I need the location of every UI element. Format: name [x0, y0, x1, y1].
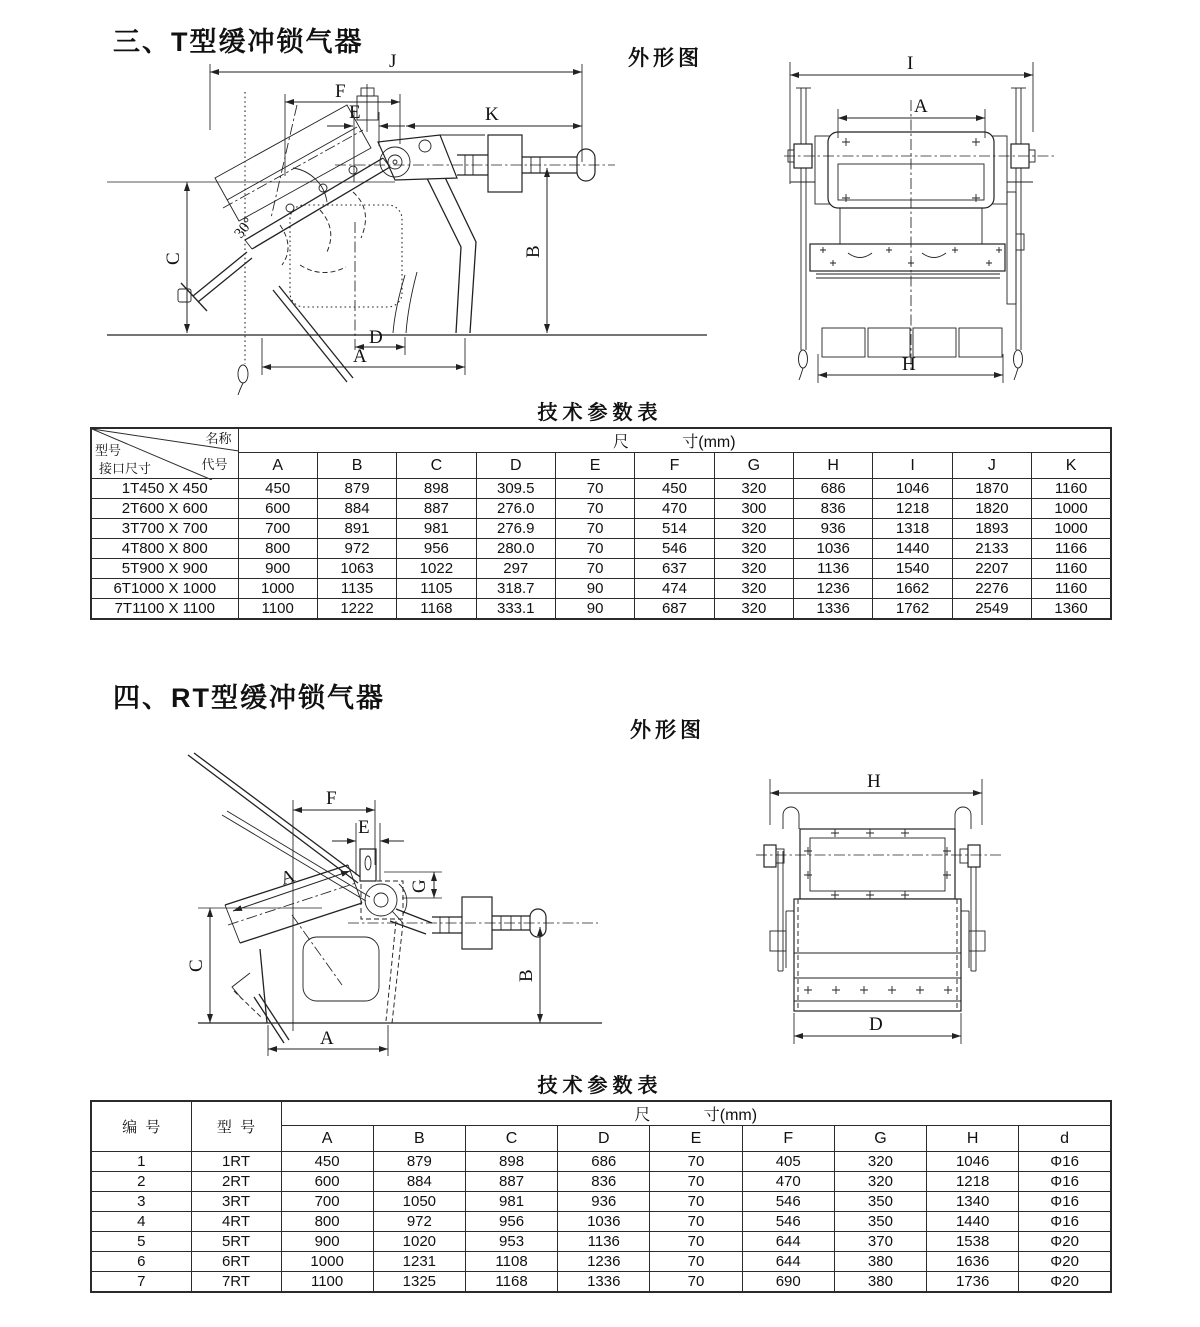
table-cell: 884	[317, 499, 396, 519]
table-cell: 1105	[397, 579, 476, 599]
table-row	[91, 539, 1111, 559]
dim-label-d: D	[369, 327, 383, 348]
col-header-E: E	[650, 1126, 742, 1152]
col-header-G: G	[834, 1126, 926, 1152]
row-label-cell: 5	[91, 1232, 191, 1252]
table-cell: 70	[650, 1172, 742, 1192]
table-cell: 898	[465, 1152, 557, 1172]
table-cell: 350	[834, 1212, 926, 1232]
table-cell: 1160	[1032, 559, 1111, 579]
section-t-title: 三、T型缓冲锁气器	[113, 27, 364, 57]
dim-label-k: K	[485, 104, 499, 125]
dim-label-g-rt: G	[409, 879, 430, 893]
table-cell: 333.1	[476, 599, 555, 620]
corner-name-label: 名称	[205, 431, 232, 446]
table-cell: 1036	[794, 539, 873, 559]
table-cell: 953	[465, 1232, 557, 1252]
table-row	[91, 599, 1111, 620]
table-cell: 470	[742, 1172, 834, 1192]
table-cell: 1100	[238, 599, 317, 620]
col-header-F: F	[635, 453, 714, 479]
table-cell: 637	[635, 559, 714, 579]
table-cell: 70	[650, 1212, 742, 1232]
table-cell: 1160	[1032, 479, 1111, 499]
table-cell: 936	[558, 1192, 650, 1212]
table-cell: 320	[714, 479, 793, 499]
angle-label-30: 30°	[231, 215, 258, 242]
dim-label-f-rt: F	[326, 788, 337, 809]
table-cell: 318.7	[476, 579, 555, 599]
table-cell: 350	[834, 1192, 926, 1212]
table-cell: 297	[476, 559, 555, 579]
dim-label-j: J	[389, 51, 397, 72]
dim-label-e: E	[349, 102, 361, 123]
table-cell: 1820	[952, 499, 1031, 519]
table-cell: 1236	[794, 579, 873, 599]
table-cell: 1236	[558, 1252, 650, 1272]
table-cell: Φ20	[1019, 1272, 1111, 1293]
table-cell: 1893	[952, 519, 1031, 539]
col-header-d: d	[1019, 1126, 1111, 1152]
table-row	[91, 1212, 1111, 1232]
row-label-cell: 6T1000 X 1000	[91, 579, 238, 599]
table-cell: 956	[465, 1212, 557, 1232]
table-cell: 320	[714, 579, 793, 599]
table-cell: 90	[555, 599, 634, 620]
table-cell: 800	[281, 1212, 373, 1232]
table-cell: 644	[742, 1252, 834, 1272]
col-header-H: H	[927, 1126, 1019, 1152]
table-cell: 405	[742, 1152, 834, 1172]
table-cell: 450	[635, 479, 714, 499]
col-header-E: E	[555, 453, 634, 479]
col-header-G: G	[714, 453, 793, 479]
table-cell: 956	[397, 539, 476, 559]
row-label-cell: 7	[91, 1272, 191, 1293]
table-cell: 700	[238, 519, 317, 539]
table-cell: 972	[373, 1212, 465, 1232]
table-row	[91, 519, 1111, 539]
table-cell: 891	[317, 519, 396, 539]
t-table-title: 技术参数表	[537, 402, 663, 424]
table-cell: 474	[635, 579, 714, 599]
outline-drawing-label-t: 外形图	[628, 47, 703, 70]
row-label-cell: 3	[91, 1192, 191, 1212]
dim-label-c: C	[163, 252, 184, 265]
row-label-cell: 2	[91, 1172, 191, 1192]
table-cell: Φ16	[1019, 1172, 1111, 1192]
section-rt-title: 四、RT型缓冲锁气器	[113, 683, 385, 713]
row-label-cell: 1T450 X 450	[91, 479, 238, 499]
table-cell: 1000	[1032, 499, 1111, 519]
table-cell: 900	[238, 559, 317, 579]
row-label-cell: 2RT	[191, 1172, 281, 1192]
rt-front-view-drawing	[750, 763, 1040, 1065]
table-cell: 1050	[373, 1192, 465, 1212]
header-row-1	[91, 428, 1111, 453]
table-cell: 1000	[238, 579, 317, 599]
t-side-view-drawing	[95, 50, 715, 400]
table-cell: 1440	[873, 539, 952, 559]
table-cell: 1231	[373, 1252, 465, 1272]
table-row	[91, 559, 1111, 579]
table-cell: 1870	[952, 479, 1031, 499]
table-cell: 320	[714, 539, 793, 559]
table-cell: 686	[558, 1152, 650, 1172]
table-cell: 884	[373, 1172, 465, 1192]
dim-label-f: F	[335, 81, 346, 102]
rt-parameters-table	[90, 1100, 1112, 1293]
col-header-I: I	[873, 453, 952, 479]
table-cell: 309.5	[476, 479, 555, 499]
table-cell: 887	[465, 1172, 557, 1192]
table-cell: 70	[555, 559, 634, 579]
table-cell: 1166	[1032, 539, 1111, 559]
col-header-A: A	[281, 1126, 373, 1152]
rt-side-view-drawing	[170, 753, 630, 1075]
dimensions-span-header: 尺 寸(mm)	[238, 428, 1111, 453]
table-cell: 1540	[873, 559, 952, 579]
col-header-B: B	[317, 453, 396, 479]
col-header-J: J	[952, 453, 1031, 479]
dim-label-c-rt: C	[186, 959, 207, 972]
dim-label-d-rt: D	[869, 1014, 883, 1035]
table-cell: 1168	[397, 599, 476, 620]
table-cell: 276.0	[476, 499, 555, 519]
table-cell: 300	[714, 499, 793, 519]
dim-label-a: A	[353, 346, 367, 367]
dim-label-h-front: H	[902, 354, 916, 375]
table-cell: 1168	[465, 1272, 557, 1293]
dim-label-e-rt: E	[358, 817, 370, 838]
col-header-H: H	[794, 453, 873, 479]
col-header-C: C	[397, 453, 476, 479]
table-cell: 2549	[952, 599, 1031, 620]
rt-table-title: 技术参数表	[537, 1075, 663, 1097]
table-cell: 2133	[952, 539, 1031, 559]
row-label-cell: 3RT	[191, 1192, 281, 1212]
table-cell: 836	[558, 1172, 650, 1192]
table-cell: 1762	[873, 599, 952, 620]
table-cell: 370	[834, 1232, 926, 1252]
table-cell: 981	[465, 1192, 557, 1212]
col-header-D: D	[558, 1126, 650, 1152]
row-label-cell: 2T600 X 600	[91, 499, 238, 519]
dim-label-a-front: A	[914, 96, 928, 117]
table-cell: 936	[794, 519, 873, 539]
table-cell: 70	[555, 519, 634, 539]
table-cell: 1662	[873, 579, 952, 599]
dim-label-b-rt: B	[516, 969, 537, 982]
table-cell: 687	[635, 599, 714, 620]
table-cell: 1336	[558, 1272, 650, 1293]
row-label-cell: 7RT	[191, 1272, 281, 1293]
table-cell: 1046	[873, 479, 952, 499]
table-cell: 1360	[1032, 599, 1111, 620]
table-cell: 981	[397, 519, 476, 539]
table-row	[91, 1192, 1111, 1212]
table-cell: 1135	[317, 579, 396, 599]
col-header-B: B	[373, 1126, 465, 1152]
table-cell: Φ16	[1019, 1212, 1111, 1232]
table-cell: 1136	[794, 559, 873, 579]
row-label-cell: 6RT	[191, 1252, 281, 1272]
dim-label-i: I	[907, 53, 914, 74]
row-label-cell: 5RT	[191, 1232, 281, 1252]
table-cell: 972	[317, 539, 396, 559]
model-header: 型 号	[191, 1101, 281, 1152]
table-cell: 70	[650, 1232, 742, 1252]
table-cell: 276.9	[476, 519, 555, 539]
table-cell: 1336	[794, 599, 873, 620]
dim-label-h-rt: H	[867, 771, 881, 792]
table-cell: 514	[635, 519, 714, 539]
table-cell: 70	[555, 499, 634, 519]
table-cell: 450	[281, 1152, 373, 1172]
table-cell: 887	[397, 499, 476, 519]
dim-label-b: B	[523, 245, 544, 258]
table-cell: 1340	[927, 1192, 1019, 1212]
table-cell: 879	[317, 479, 396, 499]
table-cell: 1160	[1032, 579, 1111, 599]
table-cell: 879	[373, 1152, 465, 1172]
corner-header	[91, 428, 238, 479]
table-cell: 320	[834, 1152, 926, 1172]
table-cell: 1222	[317, 599, 396, 620]
table-cell: 1000	[1032, 519, 1111, 539]
col-header-K: K	[1032, 453, 1111, 479]
table-cell: 1020	[373, 1232, 465, 1252]
table-cell: 700	[281, 1192, 373, 1212]
row-label-cell: 4T800 X 800	[91, 539, 238, 559]
table-cell: 1218	[873, 499, 952, 519]
row-label-cell: 1RT	[191, 1152, 281, 1172]
row-label-cell: 3T700 X 700	[91, 519, 238, 539]
table-cell: 70	[650, 1192, 742, 1212]
dim-label-a-plate-rt: A	[278, 865, 298, 890]
header-row-1	[91, 1101, 1111, 1126]
table-cell: 900	[281, 1232, 373, 1252]
table-row	[91, 1232, 1111, 1252]
table-cell: 450	[238, 479, 317, 499]
table-cell: 686	[794, 479, 873, 499]
dim-label-a-rt: A	[320, 1028, 334, 1049]
table-cell: 1000	[281, 1252, 373, 1272]
t-front-view-drawing	[770, 52, 1070, 400]
table-row	[91, 1152, 1111, 1172]
table-cell: 1136	[558, 1232, 650, 1252]
table-cell: 1325	[373, 1272, 465, 1293]
table-row	[91, 1272, 1111, 1293]
serial-number-header: 编 号	[91, 1101, 191, 1152]
col-header-F: F	[742, 1126, 834, 1152]
table-cell: Φ20	[1019, 1232, 1111, 1252]
table-cell: 1100	[281, 1272, 373, 1293]
table-cell: 2276	[952, 579, 1031, 599]
table-cell: 600	[281, 1172, 373, 1192]
table-cell: 1022	[397, 559, 476, 579]
col-header-D: D	[476, 453, 555, 479]
table-row	[91, 1172, 1111, 1192]
table-cell: 320	[714, 599, 793, 620]
table-cell: 70	[555, 479, 634, 499]
table-cell: 380	[834, 1272, 926, 1293]
table-cell: 70	[650, 1252, 742, 1272]
table-cell: 600	[238, 499, 317, 519]
table-cell: 800	[238, 539, 317, 559]
row-label-cell: 4RT	[191, 1212, 281, 1232]
row-label-cell: 7T1100 X 1100	[91, 599, 238, 620]
corner-code-label: 代号	[201, 457, 228, 472]
dimensions-span-header: 尺 寸(mm)	[281, 1101, 1111, 1126]
table-row	[91, 499, 1111, 519]
table-cell: 1636	[927, 1252, 1019, 1272]
row-label-cell: 4	[91, 1212, 191, 1232]
table-cell: 70	[555, 539, 634, 559]
table-cell: Φ16	[1019, 1192, 1111, 1212]
row-label-cell: 1	[91, 1152, 191, 1172]
table-cell: 644	[742, 1232, 834, 1252]
table-cell: 898	[397, 479, 476, 499]
table-cell: 380	[834, 1252, 926, 1272]
row-label-cell: 6	[91, 1252, 191, 1272]
table-cell: 470	[635, 499, 714, 519]
table-cell: 1036	[558, 1212, 650, 1232]
table-cell: 1218	[927, 1172, 1019, 1192]
table-cell: 1108	[465, 1252, 557, 1272]
row-label-cell: 5T900 X 900	[91, 559, 238, 579]
table-cell: 90	[555, 579, 634, 599]
corner-model-label: 型号	[95, 443, 122, 458]
table-cell: 546	[742, 1212, 834, 1232]
corner-interface-size-label: 接口尺寸	[99, 461, 152, 476]
table-cell: 1046	[927, 1152, 1019, 1172]
table-cell: 1318	[873, 519, 952, 539]
col-header-C: C	[465, 1126, 557, 1152]
table-cell: 280.0	[476, 539, 555, 559]
col-header-A: A	[238, 453, 317, 479]
outline-drawing-label-rt: 外形图	[630, 719, 705, 742]
table-cell: 320	[714, 559, 793, 579]
table-cell: 1538	[927, 1232, 1019, 1252]
table-cell: 836	[794, 499, 873, 519]
table-cell: 320	[834, 1172, 926, 1192]
table-cell: 70	[650, 1152, 742, 1172]
table-cell: 320	[714, 519, 793, 539]
table-row	[91, 579, 1111, 599]
column-letters-row	[91, 453, 1111, 479]
table-cell: 2207	[952, 559, 1031, 579]
table-cell: Φ20	[1019, 1252, 1111, 1272]
table-row	[91, 479, 1111, 499]
table-row	[91, 1252, 1111, 1272]
table-cell: 70	[650, 1272, 742, 1293]
table-cell: 690	[742, 1272, 834, 1293]
table-cell: 1440	[927, 1212, 1019, 1232]
table-cell: Φ16	[1019, 1152, 1111, 1172]
table-cell: 546	[742, 1192, 834, 1212]
table-cell: 1063	[317, 559, 396, 579]
table-cell: 1736	[927, 1272, 1019, 1293]
table-cell: 546	[635, 539, 714, 559]
t-parameters-table	[90, 427, 1112, 620]
